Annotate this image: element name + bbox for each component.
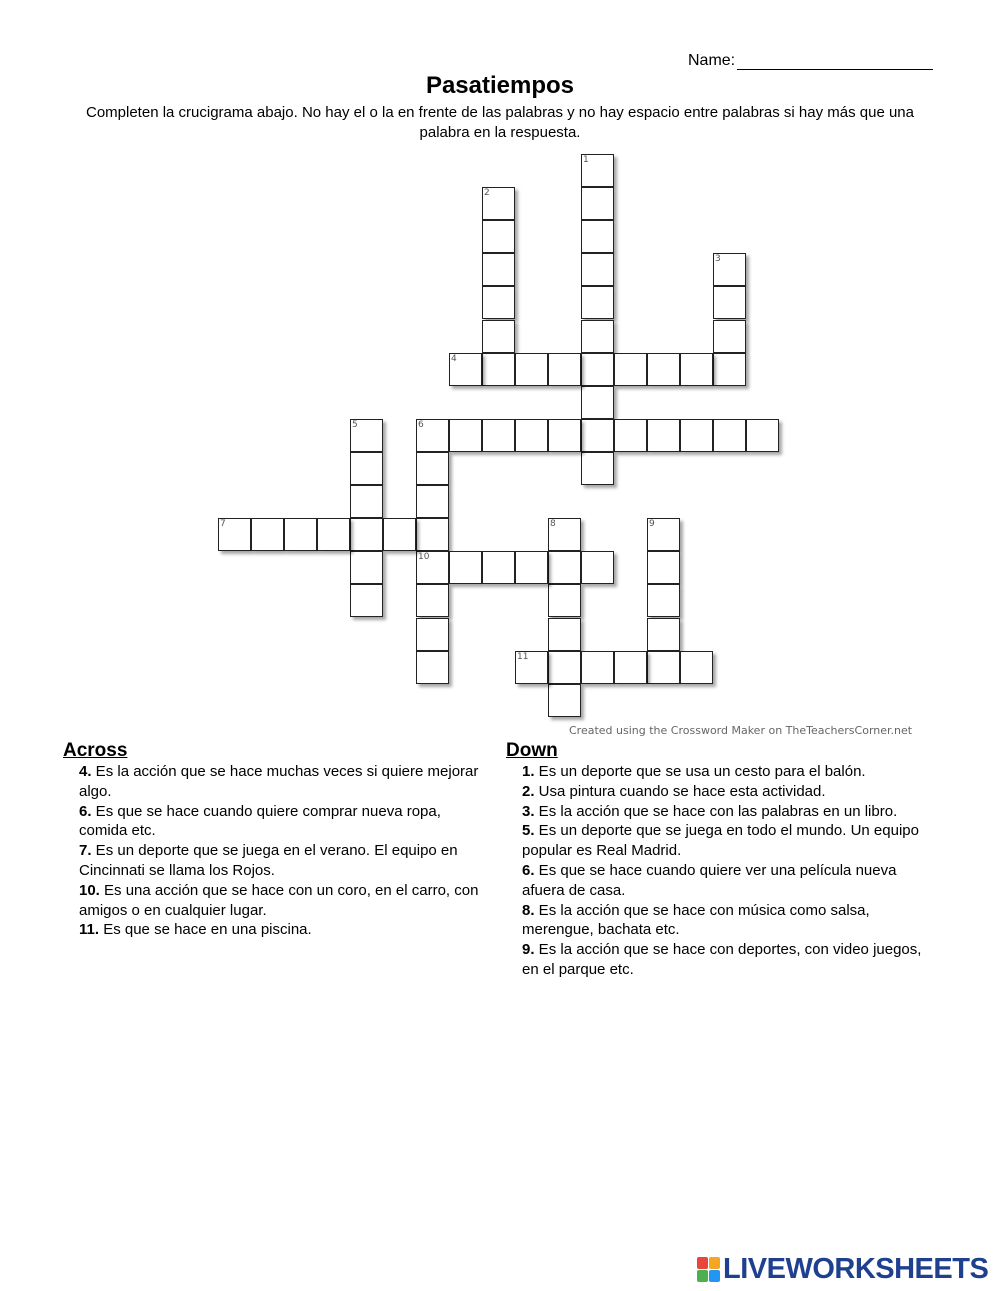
clue-number: 7. bbox=[79, 842, 92, 860]
instructions: Completen la crucigrama abajo. No hay el o la en frente de las palabras y no hay espacio entre palabras si hay más que una palabra en la respuesta. bbox=[86, 104, 914, 141]
clue-text: Es un deporte que se usa un cesto para el balón. bbox=[534, 763, 866, 780]
logo-block-blue bbox=[709, 1270, 720, 1282]
clue-number-label: 4 bbox=[451, 354, 457, 364]
crossword-cell[interactable] bbox=[581, 187, 614, 220]
crossword-cell[interactable] bbox=[383, 518, 416, 551]
crossword-cell[interactable] bbox=[350, 452, 383, 485]
across-clues bbox=[63, 740, 493, 940]
crossword-cell[interactable] bbox=[581, 320, 614, 353]
crossword-cell[interactable] bbox=[515, 551, 548, 584]
crossword-cell[interactable] bbox=[713, 419, 746, 452]
clue-number: 4. bbox=[79, 763, 92, 780]
clue-text: Es que se hace cuando quiere comprar nueva ropa, comida etc. bbox=[79, 802, 441, 840]
crossword-cell[interactable] bbox=[449, 419, 482, 452]
crossword-cell[interactable] bbox=[548, 651, 581, 684]
clue-number-label: 11 bbox=[517, 652, 529, 662]
down-clue bbox=[522, 782, 926, 802]
crossword-cell[interactable] bbox=[581, 353, 614, 386]
crossword-cell[interactable] bbox=[482, 320, 515, 353]
crossword-cell[interactable] bbox=[350, 551, 383, 584]
across-clue bbox=[79, 881, 493, 921]
crossword-cell[interactable] bbox=[416, 518, 449, 551]
crossword-cell[interactable] bbox=[416, 584, 449, 617]
across-clue bbox=[79, 841, 493, 881]
crossword-cell[interactable] bbox=[581, 419, 614, 452]
clue-text: Es un deporte que se juega en el verano. El equipo en Cincinnati se llama los Rojos. bbox=[79, 842, 458, 879]
crossword-cell[interactable] bbox=[416, 452, 449, 485]
down-clue bbox=[522, 901, 926, 941]
crossword-cell[interactable] bbox=[449, 551, 482, 584]
crossword-cell[interactable] bbox=[581, 286, 614, 319]
clue-text: Es que se hace en una piscina. bbox=[99, 921, 312, 939]
down-clue bbox=[522, 802, 926, 822]
page-title: Pasatiempos bbox=[425, 72, 575, 99]
crossword-cell[interactable] bbox=[482, 286, 515, 319]
clue-number: 9. bbox=[522, 941, 535, 959]
crossword-cell[interactable] bbox=[647, 419, 680, 452]
across-list bbox=[63, 762, 493, 940]
crossword-cell[interactable] bbox=[647, 651, 680, 684]
clue-number-label: 8 bbox=[550, 519, 556, 529]
across-heading: Across bbox=[63, 740, 128, 761]
crossword-cell[interactable] bbox=[680, 651, 713, 684]
clue-number-label: 6 bbox=[418, 420, 424, 430]
crossword-cell[interactable] bbox=[251, 518, 284, 551]
crossword-cell[interactable] bbox=[416, 618, 449, 651]
clue-number-label: 3 bbox=[715, 254, 721, 264]
crossword-cell[interactable] bbox=[482, 419, 515, 452]
across-clue bbox=[79, 920, 493, 940]
down-clue bbox=[522, 762, 926, 782]
crossword-cell[interactable] bbox=[647, 551, 680, 584]
down-clue bbox=[522, 940, 926, 980]
crossword-cell[interactable] bbox=[746, 419, 779, 452]
down-heading: Down bbox=[506, 740, 558, 761]
credit-text: Created using the Crossword Maker on TheTeachersCorner.net bbox=[569, 724, 913, 737]
crossword-cell[interactable] bbox=[350, 584, 383, 617]
crossword-cell[interactable] bbox=[581, 651, 614, 684]
name-label: Name: bbox=[688, 52, 736, 69]
clue-number: 8. bbox=[522, 901, 535, 919]
crossword-cell[interactable] bbox=[482, 253, 515, 286]
crossword-cell[interactable] bbox=[614, 353, 647, 386]
crossword-cell[interactable] bbox=[548, 684, 581, 717]
clue-text: Usa pintura cuando se hace esta actividad. bbox=[534, 782, 826, 800]
logo-blocks-icon bbox=[697, 1257, 721, 1283]
crossword-cell[interactable] bbox=[581, 220, 614, 253]
crossword-cell[interactable] bbox=[713, 353, 746, 386]
logo-block-orange bbox=[709, 1257, 720, 1269]
clue-number: 10. bbox=[79, 881, 100, 899]
crossword-cell[interactable] bbox=[482, 220, 515, 253]
crossword-cell[interactable] bbox=[713, 286, 746, 319]
down-clues bbox=[506, 740, 926, 980]
clue-number: 5. bbox=[522, 822, 535, 840]
clue-text: Es que se hace cuando quiere ver una película nueva afuera de casa. bbox=[522, 861, 897, 899]
clue-number-label: 10 bbox=[418, 552, 430, 562]
crossword-cell[interactable] bbox=[581, 551, 614, 584]
clue-number-label: 7 bbox=[220, 519, 226, 529]
crossword-cell[interactable] bbox=[350, 485, 383, 518]
clue-number: 6. bbox=[79, 802, 92, 820]
crossword-cell[interactable] bbox=[614, 419, 647, 452]
clue-number: 2. bbox=[522, 782, 535, 800]
crossword-cell[interactable] bbox=[581, 452, 614, 485]
crossword-cell[interactable] bbox=[482, 353, 515, 386]
clue-text: Es la acción que se hace con las palabras en un libro. bbox=[534, 802, 898, 820]
crossword-cell[interactable] bbox=[581, 386, 614, 419]
clue-number-label: 9 bbox=[649, 519, 655, 529]
logo-block-green bbox=[697, 1270, 708, 1282]
clue-text: Es la acción que se hace muchas veces si quiere mejorar algo. bbox=[79, 763, 479, 800]
crossword-cell[interactable] bbox=[647, 353, 680, 386]
crossword-cell[interactable] bbox=[416, 651, 449, 684]
across-clue bbox=[79, 762, 493, 802]
clue-number: 3. bbox=[522, 802, 535, 820]
crossword-cell[interactable] bbox=[548, 584, 581, 617]
clue-text: Es la acción que se hace con música como salsa, merengue, bachata etc. bbox=[522, 901, 870, 939]
crossword-cell[interactable] bbox=[548, 618, 581, 651]
crossword-cell[interactable] bbox=[515, 353, 548, 386]
crossword-cell[interactable] bbox=[284, 518, 317, 551]
crossword-cell[interactable] bbox=[680, 353, 713, 386]
crossword-cell[interactable] bbox=[647, 584, 680, 617]
clue-number: 11. bbox=[79, 921, 100, 939]
crossword-cell[interactable] bbox=[680, 419, 713, 452]
down-list bbox=[506, 762, 926, 980]
down-clue bbox=[522, 861, 926, 901]
crossword-cell[interactable] bbox=[515, 419, 548, 452]
crossword-cell[interactable] bbox=[350, 518, 383, 551]
crossword-cell[interactable] bbox=[416, 485, 449, 518]
clue-number-label: 2 bbox=[484, 188, 490, 198]
crossword-cell[interactable] bbox=[581, 253, 614, 286]
clue-number-label: 1 bbox=[583, 155, 589, 165]
crossword-cell[interactable] bbox=[614, 651, 647, 684]
crossword-cell[interactable] bbox=[548, 551, 581, 584]
across-clue bbox=[79, 802, 493, 842]
down-clue bbox=[522, 821, 926, 861]
crossword-cell[interactable] bbox=[317, 518, 350, 551]
clue-text: Es la acción que se hace con deportes, con video juegos, en el parque etc. bbox=[522, 941, 922, 978]
crossword-cell[interactable] bbox=[713, 320, 746, 353]
crossword-cell[interactable] bbox=[482, 551, 515, 584]
clue-number: 1. bbox=[522, 763, 535, 780]
clue-number: 6. bbox=[522, 861, 535, 879]
crossword-cell[interactable] bbox=[548, 419, 581, 452]
crossword-cell[interactable] bbox=[548, 353, 581, 386]
crossword-cell[interactable] bbox=[647, 618, 680, 651]
logo-block-red bbox=[697, 1257, 708, 1269]
clue-text: Es una acción que se hace con un coro, en el carro, con amigos o en cualquier lugar. bbox=[79, 881, 479, 919]
clue-number-label: 5 bbox=[352, 420, 358, 430]
logo-text: LIVEWORKSHEETS bbox=[723, 1253, 989, 1285]
clue-text: Es un deporte que se juega en todo el mundo. Un equipo popular es Real Madrid. bbox=[522, 822, 919, 860]
